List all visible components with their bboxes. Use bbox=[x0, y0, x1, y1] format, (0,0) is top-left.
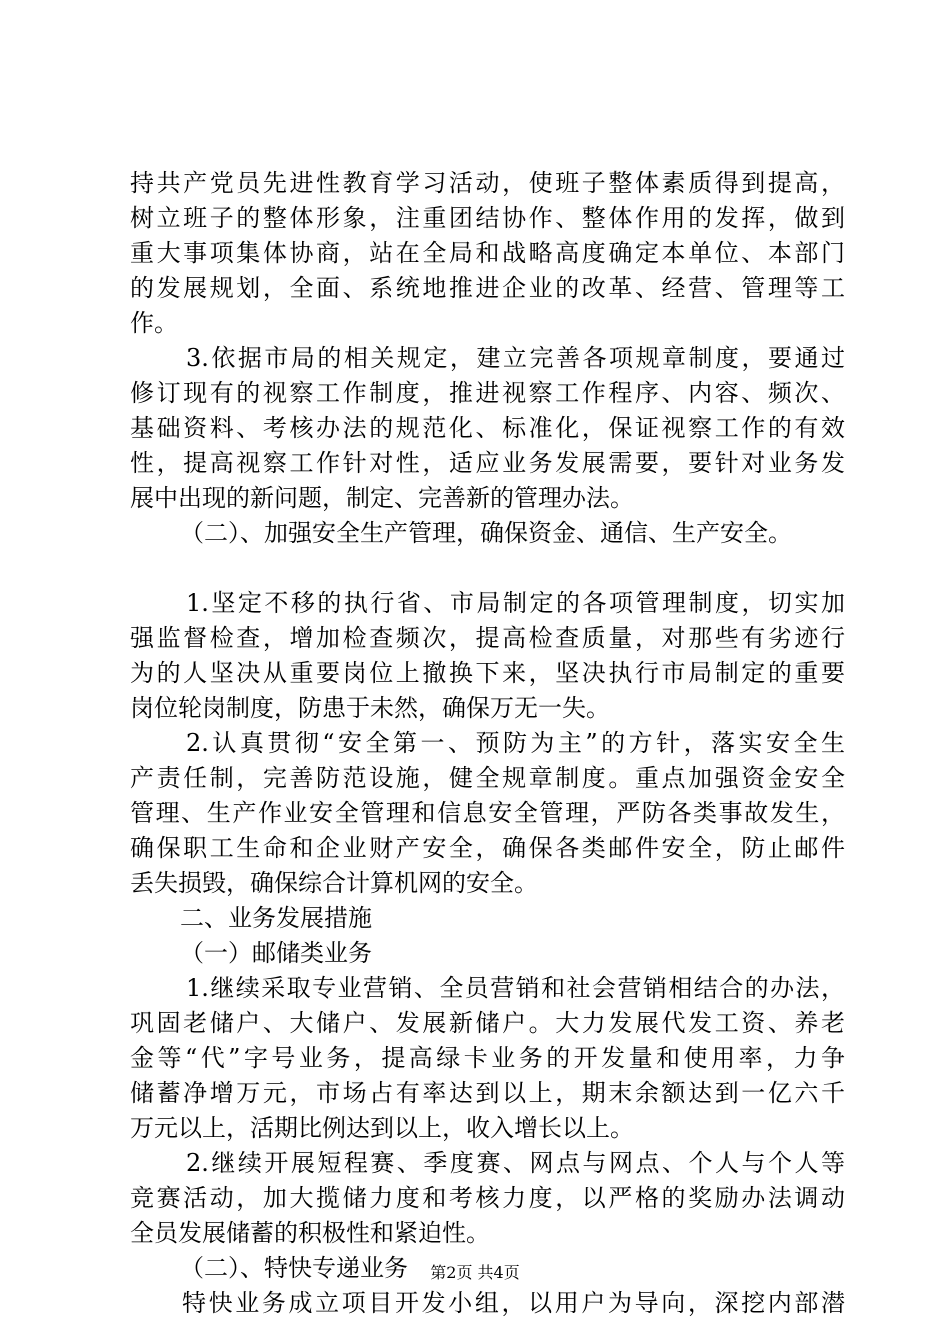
paragraph-start-line: 1.继续采取专业营销、全员营销和社会营销相结合的办法， bbox=[186, 974, 845, 1002]
text-line: 基础资料、考核办法的规范化、标准化，保证视察工作的有效 bbox=[130, 414, 845, 442]
text-line: 确保职工生命和企业财产安全，确保各类邮件安全，防止邮件 bbox=[130, 834, 845, 862]
text-line: 产责任制，完善防范设施，健全规章制度。重点加强资金安全 bbox=[130, 764, 845, 792]
text-line: 金等“代”字号业务，提高绿卡业务的开发量和使用率，力争 bbox=[130, 1044, 845, 1072]
subsection-heading: （二）、特快专递业务 bbox=[180, 1254, 408, 1282]
text-line: 性，提高视察工作针对性，适应业务发展需要，要针对业务发 bbox=[130, 449, 845, 477]
text-line: 重大事项集体协商，站在全局和战略高度确定本单位、本部门 bbox=[130, 239, 845, 267]
text-line: 竞赛活动，加大揽储力度和考核力度，以严格的奖励办法调动 bbox=[130, 1184, 845, 1212]
text-line: 储蓄净增万元，市场占有率达到以上，期末余额达到一亿六千 bbox=[130, 1079, 845, 1107]
text-line: 管理、生产作业安全管理和信息安全管理，严防各类事故发生， bbox=[130, 799, 845, 827]
text-line: 强监督检查，增加检查频次，提高检查质量，对那些有劣迹行 bbox=[130, 624, 845, 652]
paragraph-start-line: 2.继续开展短程赛、季度赛、网点与网点、个人与个人等 bbox=[186, 1149, 845, 1177]
paragraph-start-line: 1.坚定不移的执行省、市局制定的各项管理制度，切实加 bbox=[186, 589, 845, 617]
subsection-heading: （一）邮储类业务 bbox=[180, 939, 372, 967]
text-line: 树立班子的整体形象，注重团结协作、整体作用的发挥，做到 bbox=[130, 204, 845, 232]
document-body bbox=[130, 166, 845, 1321]
text-line: 全员发展储蓄的积极性和紧迫性。 bbox=[130, 1219, 490, 1247]
text-line: 巩固老储户、大储户、发展新储户。大力发展代发工资、养老 bbox=[130, 1009, 845, 1037]
text-line: 展中出现的新问题，制定、完善新的管理办法。 bbox=[130, 484, 634, 512]
section-heading: 二、业务发展措施 bbox=[180, 904, 372, 932]
text-line: 丢失损毁，确保综合计算机网的安全。 bbox=[130, 869, 538, 897]
blank-line bbox=[130, 551, 845, 586]
paragraph-start-line: 2.认真贯彻“安全第一、预防为主”的方针，落实安全生 bbox=[186, 729, 845, 757]
page-footer: 第2页 共4页 bbox=[430, 1263, 520, 1282]
section-heading: （二）、加强安全生产管理，确保资金、通信、生产安全。 bbox=[180, 519, 792, 547]
text-line: 的发展规划，全面、系统地推进企业的改革、经营、管理等工 bbox=[130, 274, 845, 302]
text-line: 修订现有的视察工作制度，推进视察工作程序、内容、频次、 bbox=[130, 379, 845, 407]
text-line: 为的人坚决从重要岗位上撤换下来，坚决执行市局制定的重要 bbox=[130, 659, 845, 687]
paragraph-start-line: 特快业务成立项目开发小组，以用户为导向，深挖内部潜 bbox=[182, 1289, 845, 1317]
text-line: 持共产党员先进性教育学习活动，使班子整体素质得到提高， bbox=[130, 169, 845, 197]
text-line: 作。 bbox=[130, 309, 178, 337]
paragraph-start-line: 3.依据市局的相关规定，建立完善各项规章制度，要通过 bbox=[186, 344, 845, 372]
text-line: 万元以上，活期比例达到以上，收入增长以上。 bbox=[130, 1114, 634, 1142]
text-line: 岗位轮岗制度，防患于未然，确保万无一失。 bbox=[130, 694, 610, 722]
